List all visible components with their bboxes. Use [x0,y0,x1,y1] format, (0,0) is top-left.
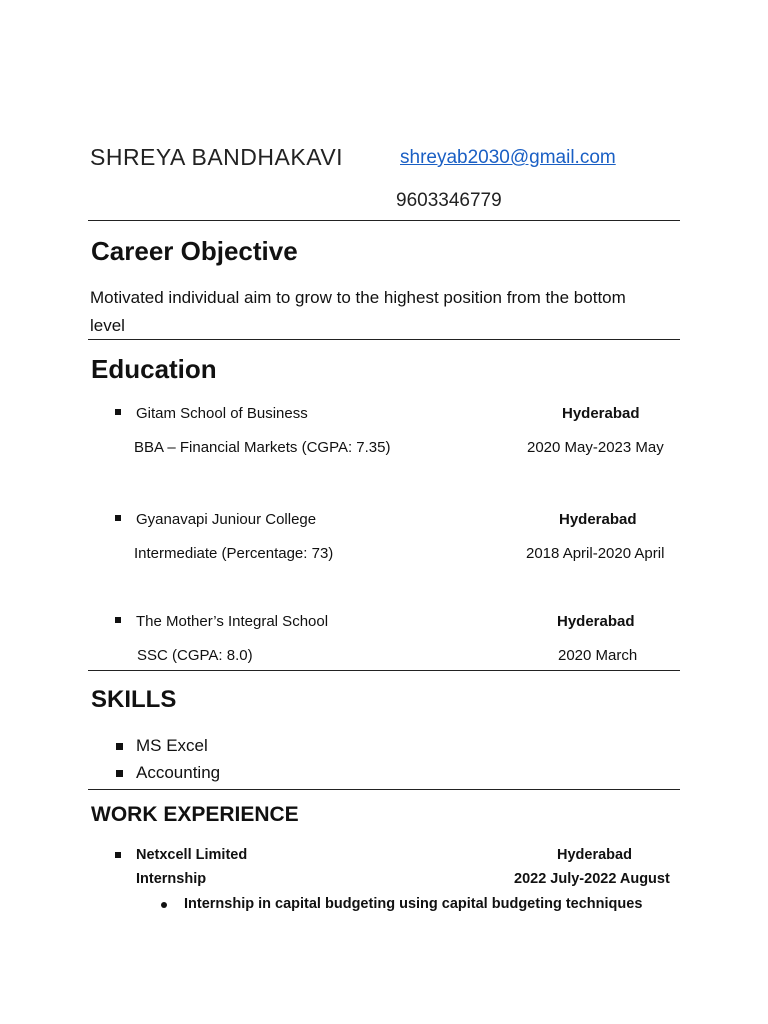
job-role: Internship [136,871,207,887]
company-name: Netxcell Limited [136,847,248,863]
bullet-square-icon [115,515,121,521]
career-objective-heading: Career Objective [91,236,298,266]
job-description: Internship in capital budgeting using capital budgeting techniques [184,896,643,912]
institution-name: The Mother’s Integral School [136,613,329,630]
career-objective-text: Motivated individual aim to grow to the highest position from the bottom level [90,288,626,335]
bullet-square-icon [116,770,123,777]
skill-item: MS Excel [136,736,208,755]
institution-location: Hyderabad [562,405,640,422]
bullet-square-icon [115,617,121,623]
education-dates: 2018 April-2020 April [526,545,665,562]
work-experience-heading: WORK EXPERIENCE [91,803,299,826]
institution-location: Hyderabad [557,613,635,630]
skills-heading: SKILLS [91,686,177,713]
institution-location: Hyderabad [559,511,637,528]
bullet-square-icon [115,409,121,415]
education-dates: 2020 May-2023 May [527,439,664,456]
email-link[interactable]: shreyab2030@gmail.com [400,147,616,168]
candidate-name: SHREYA BANDHAKAVI [90,144,344,170]
institution-name: Gyanavapi Juniour College [136,511,317,528]
skill-item: Accounting [136,763,221,782]
education-detail: Intermediate (Percentage: 73) [134,545,334,562]
divider [88,670,680,671]
education-dates: 2020 March [558,647,638,664]
divider [88,789,680,790]
divider [88,220,680,221]
company-location: Hyderabad [557,847,632,863]
education-detail: SSC (CGPA: 8.0) [137,647,253,664]
education-heading: Education [91,354,217,384]
bullet-dot-icon [161,902,167,908]
bullet-square-icon [116,743,123,750]
bullet-square-icon [115,852,121,858]
education-detail: BBA – Financial Markets (CGPA: 7.35) [134,439,391,456]
institution-name: Gitam School of Business [136,405,308,422]
phone-number: 9603346779 [396,190,502,211]
divider [88,339,680,340]
job-dates: 2022 July-2022 August [514,871,670,887]
